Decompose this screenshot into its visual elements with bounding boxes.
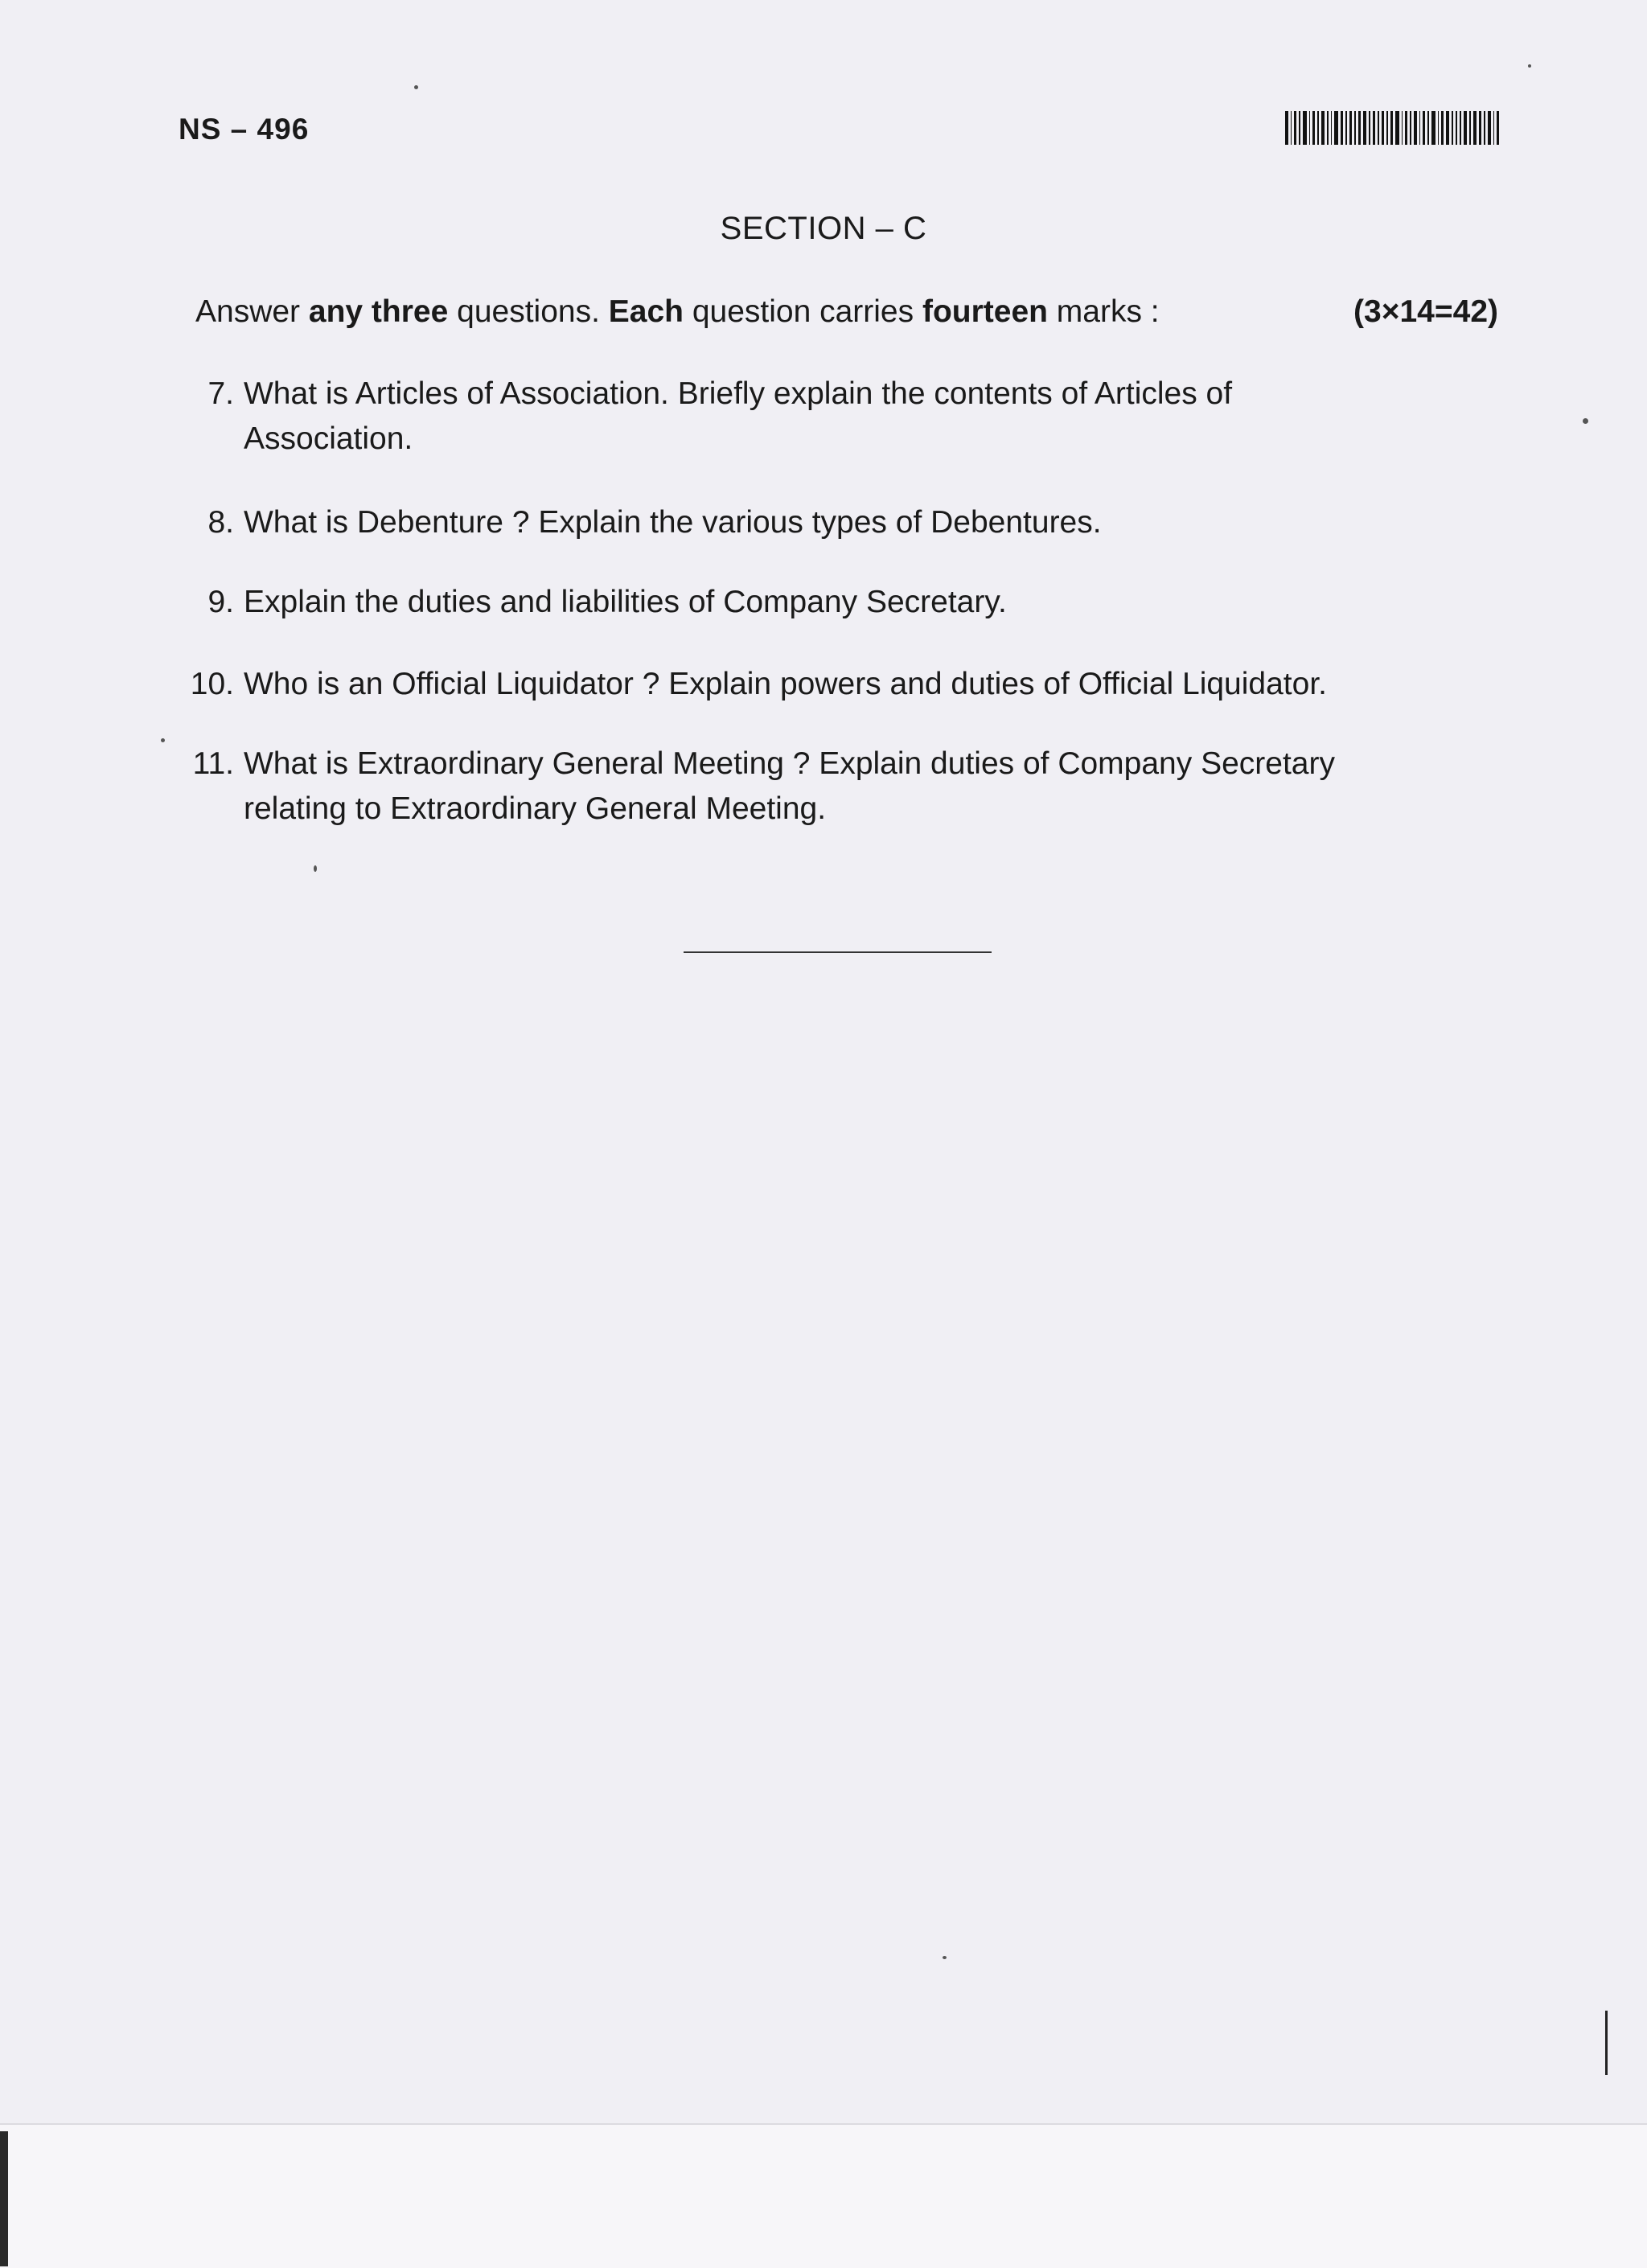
question-number: 9. [207, 585, 234, 619]
question-number: 11. [192, 746, 234, 781]
scan-bottom-strip [0, 2123, 1647, 2268]
question-text: What is Articles of Association. Briefly explain the contents of Articles of [244, 376, 1233, 411]
instruction-text [195, 294, 1498, 330]
marks-allocation: (3×14=42) [1353, 294, 1498, 329]
instruction-suffix: marks : [1047, 294, 1160, 329]
instruction-bold-each: Each [608, 294, 684, 329]
question-text: What is Debenture ? Explain the various types of Debentures. [244, 505, 1102, 540]
scan-speck [1583, 418, 1588, 424]
question-7 [207, 372, 1233, 462]
question-text: What is Extraordinary General Meeting ? Explain duties of Company Secretary [244, 746, 1335, 781]
question-number: 10. [190, 667, 234, 701]
paper-code: NS – 496 [179, 113, 310, 146]
scan-speck [414, 85, 418, 89]
question-text-continued: Association. [244, 421, 413, 456]
instruction-mid1: questions. [448, 294, 609, 329]
scan-right-mark [1605, 2011, 1608, 2075]
scan-speck [161, 738, 165, 742]
question-9 [207, 580, 1007, 625]
question-text: Who is an Official Liquidator ? Explain powers and duties of Official Liquidator. [244, 667, 1327, 701]
scan-left-edge [0, 2131, 8, 2266]
instruction-prefix: Answer [195, 294, 309, 329]
question-10 [190, 662, 1327, 707]
question-text: Explain the duties and liabilities of Company Secretary. [244, 585, 1007, 619]
scan-speck [314, 865, 317, 872]
question-11 [192, 742, 1335, 832]
end-divider [684, 951, 992, 953]
scan-speck [943, 1956, 947, 1959]
instruction-bold-any-three: any three [308, 294, 449, 329]
question-number: 8. [207, 505, 234, 540]
question-number: 7. [207, 376, 234, 411]
scan-speck [1528, 64, 1531, 68]
instruction-bold-fourteen: fourteen [922, 294, 1048, 329]
question-text-continued: relating to Extraordinary General Meeting. [244, 791, 827, 826]
question-8 [207, 500, 1102, 545]
instruction-mid2: question carries [683, 294, 922, 329]
section-title: SECTION – C [720, 211, 927, 246]
barcode-icon [1285, 111, 1499, 145]
